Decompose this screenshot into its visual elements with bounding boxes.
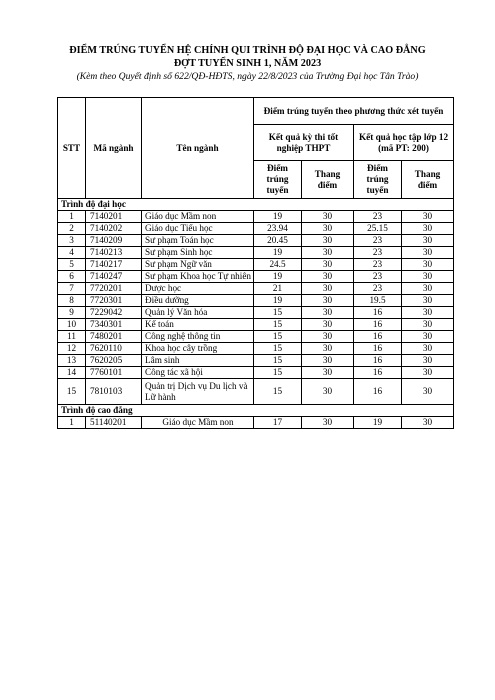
- table-row: [58, 417, 454, 429]
- table-row: [58, 271, 454, 283]
- cell-scale-thpt: 30: [302, 295, 354, 307]
- cell-score-transcript: 19: [354, 417, 402, 429]
- cell-code: 7620205: [86, 355, 142, 367]
- cell-scale-transcript: 30: [402, 235, 454, 247]
- cell-code: 7140202: [86, 223, 142, 235]
- cell-score-thpt: 15: [254, 367, 302, 379]
- cell-scale-transcript: 30: [402, 283, 454, 295]
- table-row: [58, 283, 454, 295]
- cell-score-transcript: 16: [354, 343, 402, 355]
- header-method-transcript: Kết quả học tập lớp 12 (mã PT: 200): [354, 125, 454, 161]
- cell-stt: 2: [58, 223, 86, 235]
- cell-code: 7760101: [86, 367, 142, 379]
- cell-scale-transcript: 30: [402, 331, 454, 343]
- cell-scale-thpt: 30: [302, 271, 354, 283]
- cell-scale-transcript: 30: [402, 271, 454, 283]
- cell-score-transcript: 25.15: [354, 223, 402, 235]
- cell-name: Sư phạm Sinh học: [142, 247, 254, 259]
- cell-name: Sư phạm Khoa học Tự nhiên: [142, 271, 254, 283]
- header-method-thpt: Kết quả kỳ thi tốt nghiệp THPT: [254, 125, 354, 161]
- cell-name: Giáo dục Mầm non: [142, 417, 254, 429]
- section-title: Trình độ cao đẳng: [58, 405, 454, 417]
- cell-scale-transcript: 30: [402, 343, 454, 355]
- cell-stt: 7: [58, 283, 86, 295]
- document-title: ĐIỂM TRÚNG TUYỂN HỆ CHÍNH QUI TRÌNH ĐỘ ĐẠI HỌC VÀ CAO ĐẲNG: [69, 45, 426, 56]
- table-row: [58, 343, 454, 355]
- cell-stt: 15: [58, 379, 86, 405]
- cell-scale-thpt: 30: [302, 343, 354, 355]
- cell-stt: 11: [58, 331, 86, 343]
- cell-score-thpt: 17: [254, 417, 302, 429]
- cell-scale-thpt: 30: [302, 319, 354, 331]
- cell-scale-transcript: 30: [402, 223, 454, 235]
- admission-score-table: [57, 97, 454, 429]
- cell-code: 7140213: [86, 247, 142, 259]
- cell-code: 7620110: [86, 343, 142, 355]
- cell-score-thpt: 15: [254, 319, 302, 331]
- cell-name: Sư phạm Ngữ văn: [142, 259, 254, 271]
- cell-scale-thpt: 30: [302, 307, 354, 319]
- cell-code: 7480201: [86, 331, 142, 343]
- cell-score-thpt: 15: [254, 343, 302, 355]
- cell-score-transcript: 23: [354, 283, 402, 295]
- cell-scale-thpt: 30: [302, 235, 354, 247]
- table-row: [58, 355, 454, 367]
- cell-name: Kế toán: [142, 319, 254, 331]
- cell-score-thpt: 20.45: [254, 235, 302, 247]
- cell-name: Điều dưỡng: [142, 295, 254, 307]
- header-code: Mã ngành: [86, 98, 142, 199]
- cell-score-transcript: 16: [354, 355, 402, 367]
- document-subtitle: ĐỢT TUYỂN SINH 1, NĂM 2023: [173, 58, 322, 69]
- cell-score-thpt: 19: [254, 211, 302, 223]
- cell-scale-transcript: 30: [402, 211, 454, 223]
- cell-stt: 3: [58, 235, 86, 247]
- cell-code: 7720201: [86, 283, 142, 295]
- cell-scale-thpt: 30: [302, 223, 354, 235]
- cell-score-thpt: 19: [254, 295, 302, 307]
- cell-scale-thpt: 30: [302, 355, 354, 367]
- cell-scale-thpt: 30: [302, 367, 354, 379]
- cell-stt: 5: [58, 259, 86, 271]
- cell-name: Công tác xã hội: [142, 367, 254, 379]
- cell-score-transcript: 23: [354, 211, 402, 223]
- table-row: [58, 307, 454, 319]
- cell-score-transcript: 16: [354, 379, 402, 405]
- cell-score-transcript: 23: [354, 271, 402, 283]
- cell-score-thpt: 15: [254, 379, 302, 405]
- cell-name: Giáo dục Tiểu học: [142, 223, 254, 235]
- table-head: [58, 98, 454, 199]
- cell-scale-thpt: 30: [302, 331, 354, 343]
- document-header: [0, 44, 495, 83]
- cell-scale-transcript: 30: [402, 379, 454, 405]
- cell-stt: 6: [58, 271, 86, 283]
- table-row: [58, 247, 454, 259]
- cell-stt: 14: [58, 367, 86, 379]
- cell-score-thpt: 24.5: [254, 259, 302, 271]
- cell-stt: 8: [58, 295, 86, 307]
- cell-scale-transcript: 30: [402, 417, 454, 429]
- cell-stt: 13: [58, 355, 86, 367]
- cell-score-transcript: 16: [354, 367, 402, 379]
- table-row: [58, 367, 454, 379]
- cell-code: 7810103: [86, 379, 142, 405]
- table-row: [58, 319, 454, 331]
- cell-scale-transcript: 30: [402, 319, 454, 331]
- table-row: [58, 379, 454, 405]
- cell-name: Khoa học cây trồng: [142, 343, 254, 355]
- cell-score-transcript: 16: [354, 307, 402, 319]
- cell-code: 51140201: [86, 417, 142, 429]
- cell-code: 7140209: [86, 235, 142, 247]
- table-row: [58, 295, 454, 307]
- cell-code: 7140201: [86, 211, 142, 223]
- cell-scale-thpt: 30: [302, 247, 354, 259]
- header-name: Tên ngành: [142, 98, 254, 199]
- section-title: Trình độ đại học: [58, 199, 454, 211]
- header-score-2: Điểm trúng tuyển: [354, 161, 402, 199]
- cell-scale-thpt: 30: [302, 283, 354, 295]
- cell-scale-thpt: 30: [302, 211, 354, 223]
- cell-code: 7720301: [86, 295, 142, 307]
- cell-name: Quản lý Văn hóa: [142, 307, 254, 319]
- cell-scale-thpt: 30: [302, 259, 354, 271]
- cell-stt: 1: [58, 417, 86, 429]
- cell-code: 7140247: [86, 271, 142, 283]
- cell-scale-thpt: 30: [302, 417, 354, 429]
- header-score-1: Điểm trúng tuyển: [254, 161, 302, 199]
- header-score-group: Điểm trúng tuyển theo phương thức xét tuyển: [254, 98, 454, 125]
- header-scale-1: Thang điểm: [302, 161, 354, 199]
- cell-name: Quản trị Dịch vụ Du lịch và Lữ hành: [142, 379, 254, 405]
- cell-scale-transcript: 30: [402, 367, 454, 379]
- table-row: [58, 235, 454, 247]
- cell-scale-transcript: 30: [402, 247, 454, 259]
- cell-stt: 10: [58, 319, 86, 331]
- header-scale-2: Thang điểm: [402, 161, 454, 199]
- header-stt: STT: [58, 98, 86, 199]
- table-body: [58, 199, 454, 429]
- table-row: [58, 223, 454, 235]
- cell-scale-transcript: 30: [402, 259, 454, 271]
- cell-scale-transcript: 30: [402, 355, 454, 367]
- table-row: [58, 331, 454, 343]
- table-row: [58, 259, 454, 271]
- document-reference: (Kèm theo Quyết định số 622/QĐ-HĐTS, ngày 22/8/2023 của Trường Đại học Tân Trào): [76, 71, 419, 82]
- cell-score-transcript: 16: [354, 331, 402, 343]
- cell-score-thpt: 19: [254, 247, 302, 259]
- cell-score-thpt: 23.94: [254, 223, 302, 235]
- cell-code: 7340301: [86, 319, 142, 331]
- cell-stt: 9: [58, 307, 86, 319]
- cell-score-thpt: 15: [254, 307, 302, 319]
- cell-name: Dược học: [142, 283, 254, 295]
- cell-name: Sư phạm Toán học: [142, 235, 254, 247]
- cell-stt: 12: [58, 343, 86, 355]
- cell-name: Công nghệ thông tin: [142, 331, 254, 343]
- section-row: [58, 199, 454, 211]
- cell-score-thpt: 19: [254, 271, 302, 283]
- cell-stt: 4: [58, 247, 86, 259]
- cell-scale-transcript: 30: [402, 295, 454, 307]
- cell-score-thpt: 21: [254, 283, 302, 295]
- table-row: [58, 211, 454, 223]
- cell-scale-transcript: 30: [402, 307, 454, 319]
- cell-name: Giáo dục Mầm non: [142, 211, 254, 223]
- cell-code: 7140217: [86, 259, 142, 271]
- cell-score-transcript: 19.5: [354, 295, 402, 307]
- section-row: [58, 405, 454, 417]
- cell-score-transcript: 16: [354, 319, 402, 331]
- cell-score-transcript: 23: [354, 235, 402, 247]
- cell-name: Lâm sinh: [142, 355, 254, 367]
- cell-score-thpt: 15: [254, 355, 302, 367]
- cell-code: 7229042: [86, 307, 142, 319]
- cell-score-transcript: 23: [354, 259, 402, 271]
- cell-stt: 1: [58, 211, 86, 223]
- cell-score-transcript: 23: [354, 247, 402, 259]
- cell-score-thpt: 15: [254, 331, 302, 343]
- cell-scale-thpt: 30: [302, 379, 354, 405]
